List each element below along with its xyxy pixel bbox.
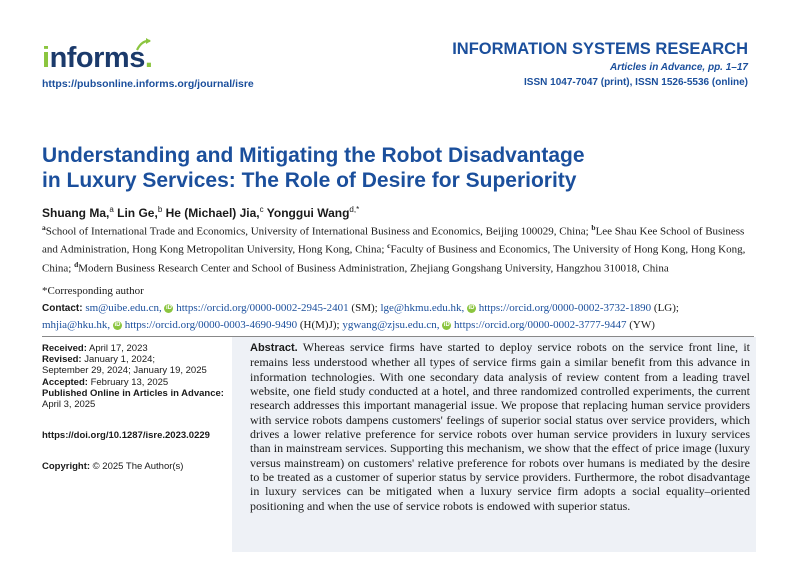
email-link[interactable]: sm@uibe.edu.cn, xyxy=(85,302,162,314)
corresponding-author-note: *Corresponding author xyxy=(42,285,144,297)
author: He (Michael) Jia, xyxy=(165,206,260,220)
informs-logo[interactable]: informs. xyxy=(42,42,153,74)
issn: ISSN 1047-7047 (print), ISSN 1526-5536 (online) xyxy=(524,77,748,88)
author: Yonggui Wang xyxy=(266,206,350,220)
orcid-icon: iD xyxy=(468,304,475,311)
email-link[interactable]: lge@hkmu.edu.hk, xyxy=(380,302,465,314)
orcid-icon: iD xyxy=(114,321,121,328)
affiliations: $^a$School of International Trade and Economics, University of International Business and Economics, Beijing 100029, China; $^b$Lee Shau Kee School of Business and Administration, Hong Kong Metropolitan University, Hong Kong, China; $^c$Faculty of Business and Economics, The University of Hong Kong, Hong Kong, China; $^d$Modern Business Research Center and School of Business Administration, Zhejiang Gongshang University, Hangzhou 310018, China xyxy=(42,223,746,275)
doi-link[interactable]: https://doi.org/10.1287/isre.2023.0229 xyxy=(42,430,210,442)
orcid-icon: iD xyxy=(165,304,172,311)
email-link[interactable]: mhjia@hku.hk, xyxy=(42,319,111,331)
article-history: Received: April 17, 2023 Revised: January 1, 2024; September 29, 2024; January 19, 2025 Accepted: February 13, 2025 Published Online in Articles in Advance: April 3, 2025 https://doi.org/10.1287/isre.2023.0229 Copyright: © 2025 The Author(s) xyxy=(42,343,232,473)
orcid-link[interactable]: https://orcid.org/0000-0003-4690-9490 xyxy=(124,319,298,331)
paper-title: Understanding and Mitigating the Robot Disadvantage in Luxury Services: The Role of Desire for Superiority xyxy=(42,144,585,192)
author-list: Shuang Ma,$^a$ Lin Ge,$^b$ He (Michael) Jia,$^c$ Yonggui Wang$^{d,*}$ xyxy=(42,205,360,220)
orcid-link[interactable]: https://orcid.org/0000-0002-3732-1890 xyxy=(478,302,652,314)
orcid-link[interactable]: https://orcid.org/0000-0002-2945-2401 xyxy=(176,302,349,314)
author: Shuang Ma, xyxy=(42,206,110,220)
orcid-link[interactable]: https://orcid.org/0000-0002-3777-9447 xyxy=(454,319,627,331)
journal-name: INFORMATION SYSTEMS RESEARCH xyxy=(452,40,748,58)
orcid-icon: iD xyxy=(443,321,450,328)
articles-in-advance: Articles in Advance, pp. 1–17 xyxy=(609,62,748,73)
abstract: Abstract. Whereas service firms have started to deploy service robots on the service front line, it remains less understood whether all types of service firms gain a similar benefit from this advance in information technologies. With one secondary data analysis of review content from a leading travel website, one field study conducted at a hotel, and three randomized controlled experiments, the current research addresses this important managerial issue. We propose that replacing human service providers with service robots dampens customers' feelings of superior social status over service providers, which drives a lower relative preference for service robots over human service providers in luxury services than in mainstream services. Supporting this mechanism, we show that the effect of price image (luxury versus mainstream) on customers' relative preference for robots over humans is mediated by the desire to be treated as a customer of superior status by service providers. Furthermore, the robot disadvantage in luxury services can be mitigated when a luxury service firm adopts a social equality–oriented positioning and when the use of service robots is endowed with superior status. xyxy=(250,340,750,513)
author: Lin Ge, xyxy=(117,206,158,220)
journal-url[interactable]: https://pubsonline.informs.org/journal/isre xyxy=(42,78,254,90)
contact-block: Contact: sm@uibe.edu.cn, iD https://orcid.org/0000-0002-2945-2401 (SM); lge@hkmu.edu.hk, iD https://orcid.org/0000-0002-3732-1890 (LG); mhjia@hku.hk, iD https://orcid.org/0000-0003-4690-9490 (H(M)J); ygwang@zjsu.edu.cn, iD https://orcid.org/0000-0002-3777-9447 (YW) xyxy=(42,302,679,331)
logo-arrow-icon xyxy=(136,38,152,52)
email-link[interactable]: ygwang@zjsu.edu.cn, xyxy=(342,319,440,331)
